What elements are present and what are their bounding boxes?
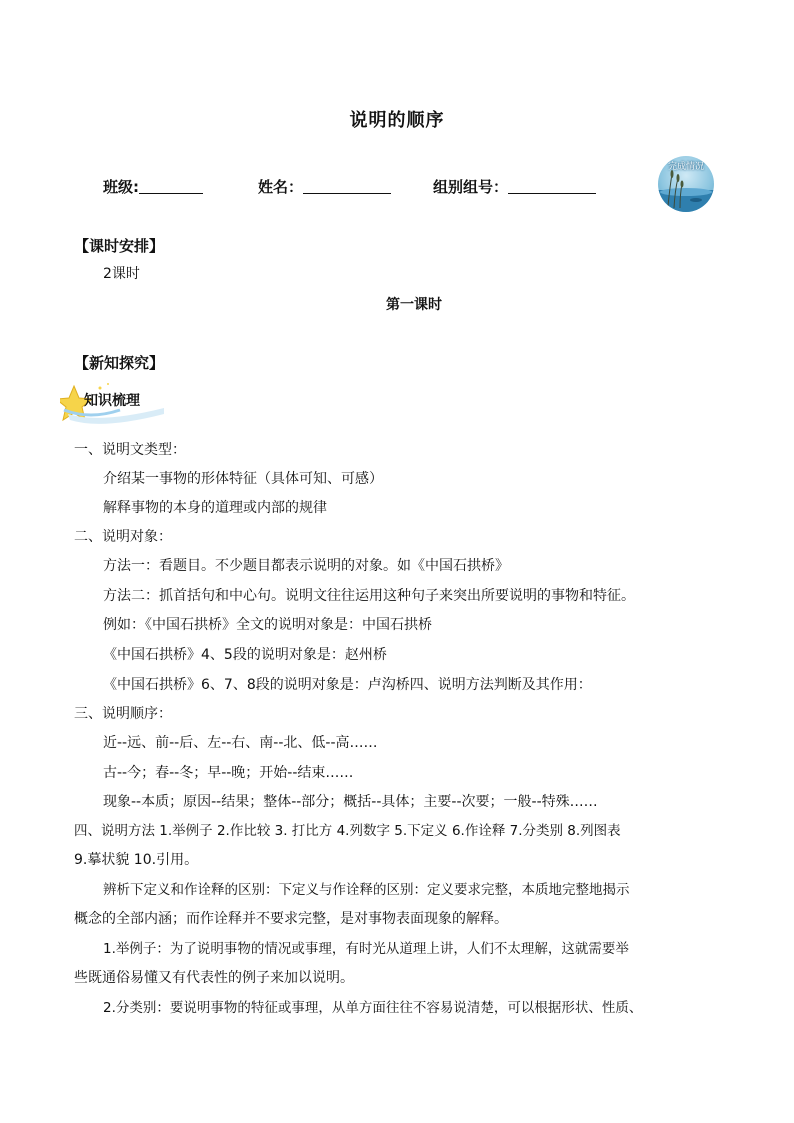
line-15: 9.摹状貌 10.引用。 xyxy=(74,852,199,868)
name-field[interactable] xyxy=(258,176,391,197)
line-7: 例如：《中国石拱桥》全文的说明对象是：中国石拱桥 xyxy=(103,617,432,633)
name-label: 姓名： xyxy=(258,178,304,196)
line-14: 四、说明方法 1.举例子 2.作比较 3. 打比方 4.列数字 5.下定义 6.作诠释 7.分类别 8.列图表 xyxy=(74,823,621,839)
schedule-heading: 【课时安排】 xyxy=(74,237,165,255)
line-8: 《中国石拱桥》4、5段的说明对象是：赵州桥 xyxy=(103,647,387,663)
group-blank[interactable] xyxy=(508,179,596,194)
schedule-hours: 2课时 xyxy=(103,266,140,282)
line-16: 辨析下定义和作诠释的区别：下定义与作诠释的区别：定义要求完整，本质地完整地揭示 xyxy=(103,882,630,898)
class-blank[interactable] xyxy=(139,179,203,194)
name-blank[interactable] xyxy=(303,179,391,194)
badge-label: 完成情况 xyxy=(667,162,704,172)
line-4: 二、说明对象： xyxy=(74,529,172,545)
line-2: 介绍某一事物的形体特征（具体可知、可感） xyxy=(103,471,383,487)
line-13: 现象--本质；原因--结果；整体--部分；概括--具体；主要--次要；一般--特殊…… xyxy=(103,794,598,810)
class-field[interactable] xyxy=(103,176,203,197)
line-17: 概念的全部内涵；而作诠释并不要求完整，是对事物表面现象的解释。 xyxy=(74,911,508,927)
explore-heading: 【新知探究】 xyxy=(74,354,165,372)
group-field[interactable] xyxy=(433,176,596,197)
knowledge-banner-label: 知识梳理 xyxy=(84,393,140,409)
line-3: 解释事物的本身的道理或内部的规律 xyxy=(103,500,327,516)
completion-badge xyxy=(658,156,714,212)
line-10: 三、说明顺序： xyxy=(74,706,172,722)
line-1: 一、说明文类型： xyxy=(74,442,186,458)
lesson-title: 第一课时 xyxy=(386,297,442,313)
line-5: 方法一：看题目。不少题目都表示说明的对象。如《中国石拱桥》 xyxy=(103,558,509,574)
line-19: 些既通俗易懂又有代表性的例子来加以说明。 xyxy=(74,970,354,986)
class-label: 班级: xyxy=(103,178,139,196)
line-11: 近--远、前--后、左--右、南--北、低--高…… xyxy=(103,735,378,751)
knowledge-banner xyxy=(60,380,170,428)
line-9: 《中国石拱桥》6、7、8段的说明对象是：卢沟桥四、说明方法判断及其作用： xyxy=(103,677,592,693)
group-label: 组别组号： xyxy=(433,178,509,196)
line-18: 1.举例子：为了说明事物的情况或事理，有时光从道理上讲，人们不太理解，这就需要举 xyxy=(103,941,629,957)
line-6: 方法二：抓首括句和中心句。说明文往往运用这种句子来突出所要说明的事物和特征。 xyxy=(103,588,635,604)
line-20: 2.分类别：要说明事物的特征或事理，从单方面往往不容易说清楚，可以根据形状、性质、 xyxy=(103,1000,643,1016)
page-title: 说明的顺序 xyxy=(349,110,445,131)
line-12: 古--今；春--冬；早--晚；开始--结束…… xyxy=(103,765,354,781)
